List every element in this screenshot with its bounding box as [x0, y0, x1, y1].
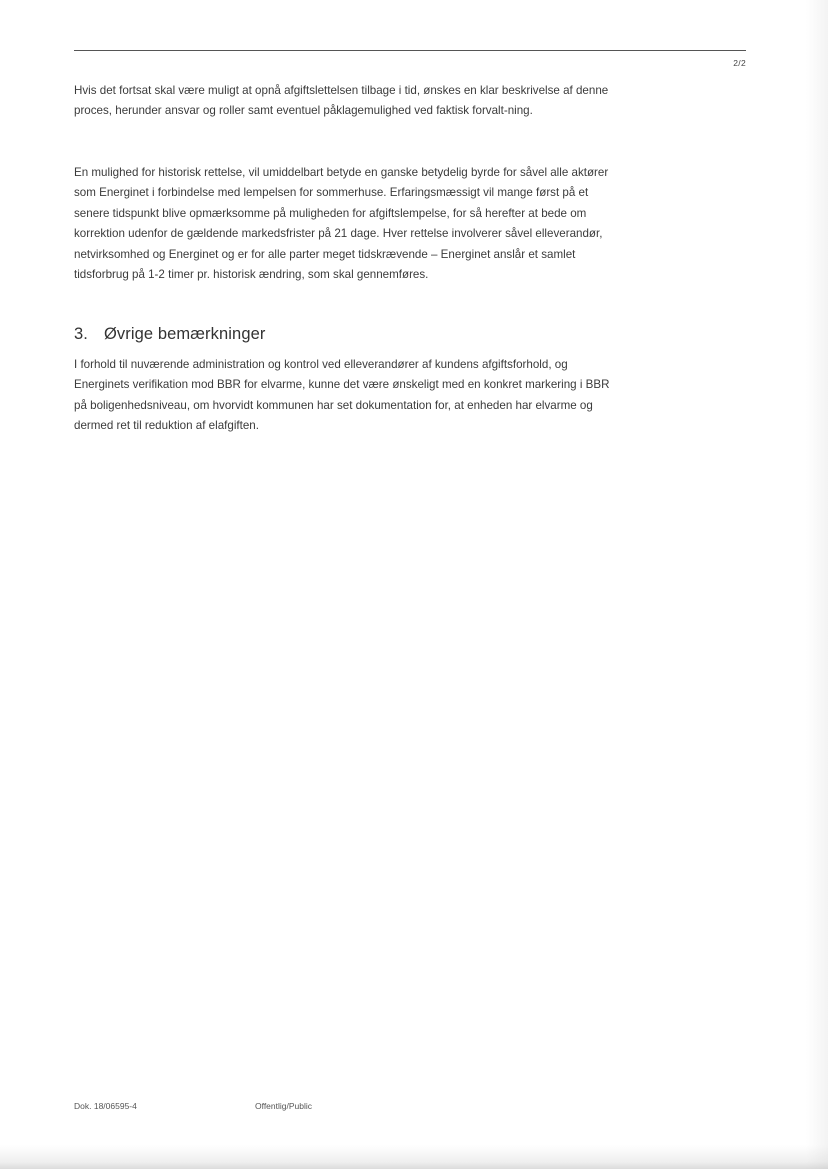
scan-edge-right	[806, 0, 828, 1169]
section-number: 3.	[74, 325, 88, 343]
footer-doc-number: Dok. 18/06595-4	[74, 1101, 137, 1111]
paragraph-1: Hvis det fortsat skal være muligt at opnå afgiftslettelsen tilbage i tid, ønskes en klar beskrivelse af denne proces, herunder ansvar og roller samt eventuel påklagemulighed ved faktisk forvalt-ning.	[74, 84, 609, 118]
page-number: 2/2	[733, 58, 746, 68]
paragraph-3: I forhold til nuværende administration og kontrol ved elleverandører af kundens afgiftsforhold, og Energinets verifikation mod BBR for elvarme, kunne det være ønskeligt med en konkret markering i BBR på boligenhedsniveau, om hvorvidt kommunen har set dokumentation for, at enheden har elvarme og dermed ret til reduktion af elafgiften.	[74, 358, 610, 433]
scan-edge-bottom	[0, 1145, 828, 1169]
header-rule	[74, 50, 746, 51]
section-heading	[74, 325, 265, 344]
section-title: Øvrige bemærkninger	[104, 325, 266, 343]
footer-classification: Offentlig/Public	[255, 1101, 313, 1111]
paragraph-2: En mulighed for historisk rettelse, vil umiddelbart betyde en ganske betydelig byrde for såvel alle aktører som Energinet i forbindelse med lempelsen for sommerhuse. Erfaringsmæssigt vil mange først på et senere tidspunkt blive opmærksomme på muligheden for afgiftslempelse, for så herefter at bede om korrektion udenfor de gældende markedsfrister på 21 dage. Hver rettelse involverer såvel elleverandør, netvirksomhed og Energinet og er for alle parter meget tidskrævende – Energinet anslår et samlet tidsforbrug på 1-2 timer pr. historisk ændring, som skal gennemføres.	[74, 166, 609, 282]
